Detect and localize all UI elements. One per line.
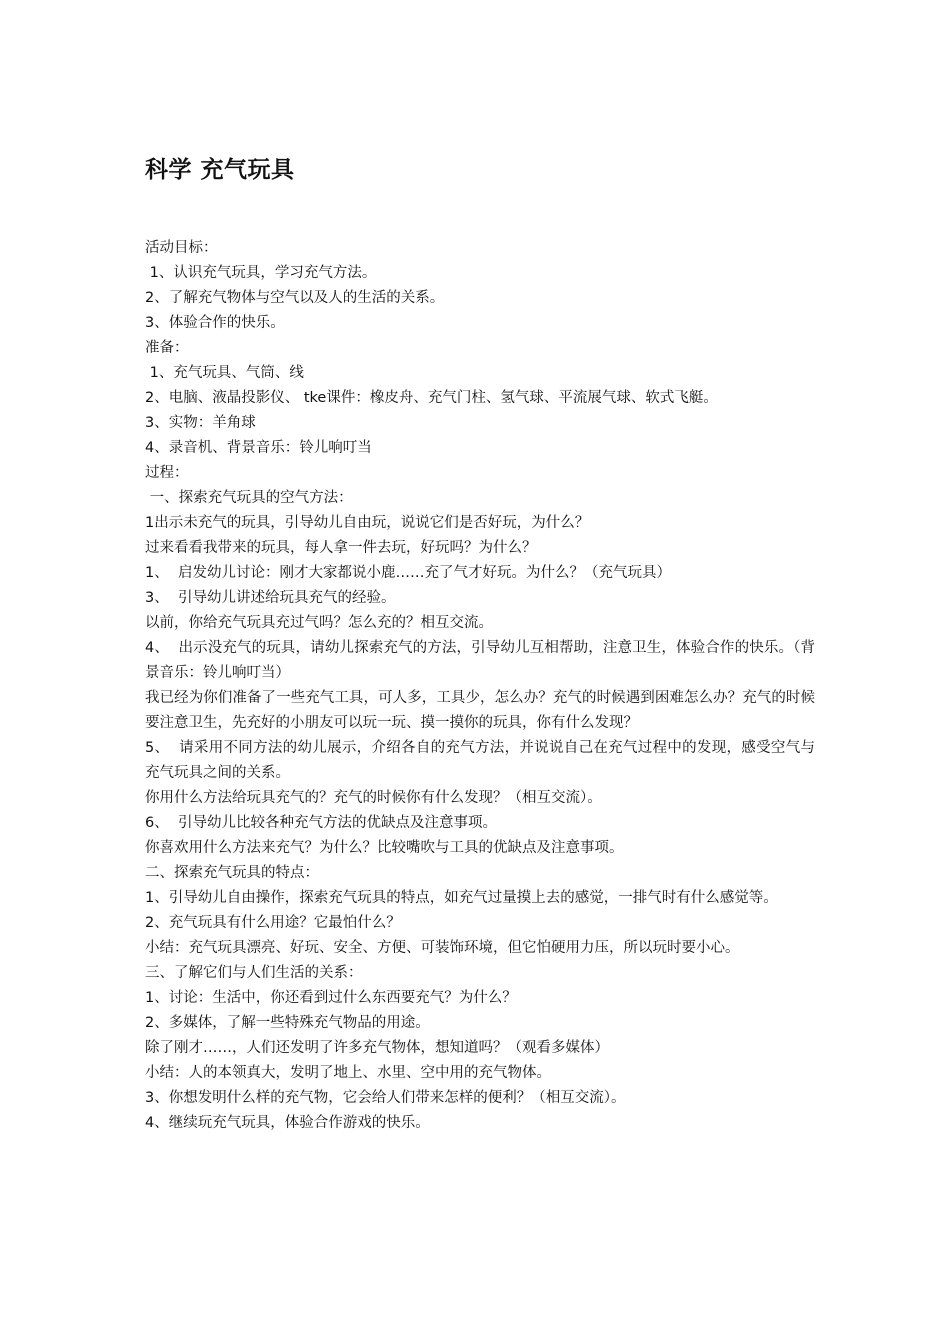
line-step: 1、引导幼儿自由操作，探索充气玩具的特点，如充气过量摸上去的感觉，一排气时有什么感觉等。 [145, 890, 778, 906]
line-step: 5、 请采用不同方法的幼儿展示，介绍各自的充气方法，并说说自己在充气过程中的发现，感受空气与充气玩具之间的关系。 [145, 740, 815, 781]
line-prep-4: 4、录音机、背景音乐：铃儿响叮当 [145, 440, 372, 456]
line-section-1: 一、探索充气玩具的空气方法： [145, 490, 353, 506]
line-step: 除了刚才……，人们还发明了许多充气物体，想知道吗？（观看多媒体） [145, 1040, 609, 1056]
line-prep-heading: 准备： [145, 340, 189, 356]
line-step: 2、多媒体，了解一些特殊充气物品的用途。 [145, 1015, 430, 1031]
line-goal-3: 3、体验合作的快乐。 [145, 315, 285, 331]
line-goals-heading: 活动目标： [145, 240, 218, 256]
line-summary: 小结：人的本领真大，发明了地上、水里、空中用的充气物体。 [145, 1065, 551, 1081]
line-step: 1、 启发幼儿讨论：刚才大家都说小鹿……充了气才好玩。为什么？（充气玩具） [145, 565, 671, 581]
line-step: 你喜欢用什么方法来充气？为什么？比较嘴吹与工具的优缺点及注意事项。 [145, 840, 624, 856]
line-step: 2、充气玩具有什么用途？它最怕什么？ [145, 915, 401, 931]
line-step: 1、讨论：生活中，你还看到过什么东西要充气？为什么？ [145, 990, 517, 1006]
line-step: 6、 引导幼儿比较各种充气方法的优缺点及注意事项。 [145, 815, 497, 831]
line-goal-2: 2、了解充气物体与空气以及人的生活的关系。 [145, 290, 445, 306]
line-step: 3、 引导幼儿讲述给玩具充气的经验。 [145, 590, 396, 606]
line-step: 4、继续玩充气玩具，体验合作游戏的快乐。 [145, 1115, 430, 1131]
line-section-3: 三、了解它们与人们生活的关系： [145, 965, 363, 981]
line-prep-1: 1、充气玩具、气筒、线 [145, 365, 304, 381]
line-step: 过来看看我带来的玩具，每人拿一件去玩，好玩吗？为什么？ [145, 540, 537, 556]
line-prep-3: 3、实物：羊角球 [145, 415, 256, 431]
line-step: 以前，你给充气玩具充过气吗？怎么充的？相互交流。 [145, 615, 493, 631]
line-step: 4、 出示没充气的玩具，请幼儿探索充气的方法，引导幼儿互相帮助，注意卫生，体验合作的快乐。（背景音乐：铃儿响叮当） [145, 640, 815, 681]
line-step: 1出示未充气的玩具，引导幼儿自由玩，说说它们是否好玩，为什么？ [145, 515, 590, 531]
line-goal-1: 1、认识充气玩具，学习充气方法。 [145, 265, 377, 281]
line-step: 你用什么方法给玩具充气的？充气的时候你有什么发现？（相互交流）。 [145, 790, 602, 806]
line-section-2: 二、探索充气玩具的特点： [145, 865, 319, 881]
line-step: 3、你想发明什么样的充气物，它会给人们带来怎样的便利？（相互交流）。 [145, 1090, 626, 1106]
line-step: 我已经为你们准备了一些充气工具，可人多，工具少，怎么办？充气的时候遇到困难怎么办？充气的时候要注意卫生，先充好的小朋友可以玩一玩、摸一摸你的玩具，你有什么发现？ [145, 690, 815, 731]
line-process-heading: 过程： [145, 465, 189, 481]
line-prep-2: 2、电脑、液晶投影仪、 tke课件：橡皮舟、充气门柱、氢气球、平流展气球、软式飞艇。 [145, 390, 718, 406]
line-summary: 小结：充气玩具漂亮、好玩、安全、方便、可装饰环境，但它怕硬用力压，所以玩时要小心。 [145, 940, 740, 956]
document-body [145, 236, 815, 1136]
document-title: 科学 充气玩具 [145, 157, 295, 183]
